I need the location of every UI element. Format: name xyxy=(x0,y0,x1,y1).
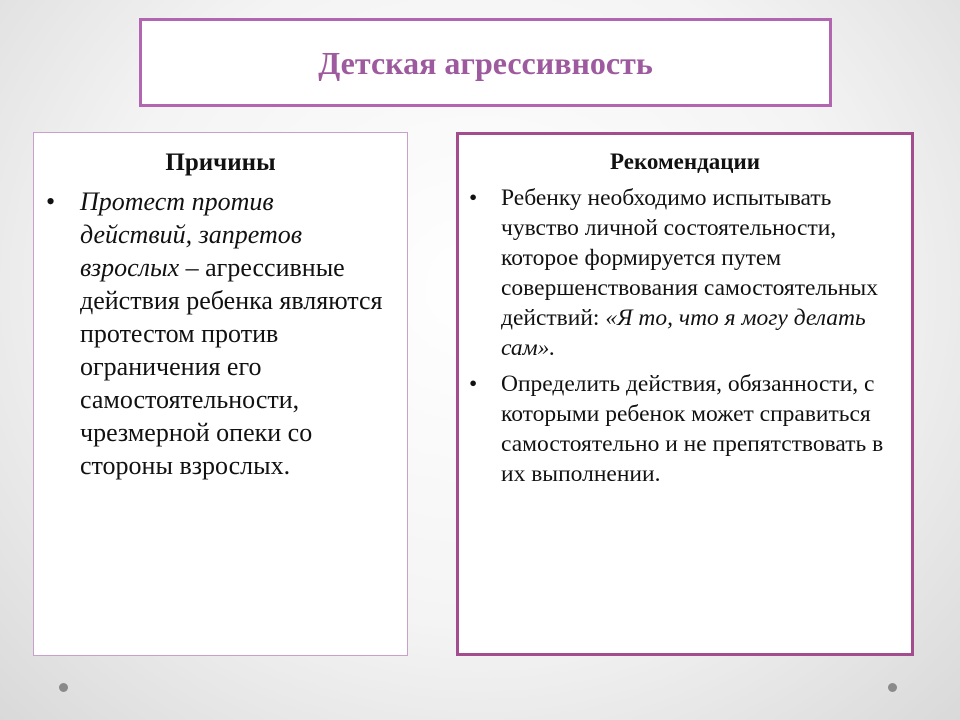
recommendations-heading: Рекомендации xyxy=(610,149,760,174)
list-item xyxy=(34,185,407,482)
recommendations-list xyxy=(459,183,911,489)
causes-panel xyxy=(33,132,408,656)
causes-list xyxy=(34,185,407,482)
recommendation-text: Ребенку необходимо испытывать чувство личной состоятельности, которое формируется путем совершенствования самостоятельных действий: xyxy=(501,185,878,331)
slide-title: Детская агрессивность xyxy=(318,45,653,81)
bullet-icon: • xyxy=(469,371,478,397)
list-item xyxy=(459,369,911,489)
cause-text: – агрессивные действия ребенка являются протестом против ограничения его самостоятельности, чрезмерной опеки со стороны взрослых. xyxy=(80,253,383,480)
title-box xyxy=(139,18,832,107)
recommendations-panel xyxy=(456,132,914,656)
decorative-dot-icon xyxy=(888,683,897,692)
list-item xyxy=(459,183,911,363)
bullet-icon: • xyxy=(469,185,478,211)
decorative-dot-icon xyxy=(59,683,68,692)
bullet-icon: • xyxy=(46,187,56,216)
causes-heading: Причины xyxy=(165,149,276,176)
cause-italic-text: Протест против действий, запретов взрослых xyxy=(80,187,303,282)
recommendation-text: Определить действия, обязанности, с которыми ребенок может справиться самостоятельно и не препятствовать в их выполнении. xyxy=(501,371,884,487)
recommendation-quote: «Я то, что я могу делать сам». xyxy=(501,305,866,361)
